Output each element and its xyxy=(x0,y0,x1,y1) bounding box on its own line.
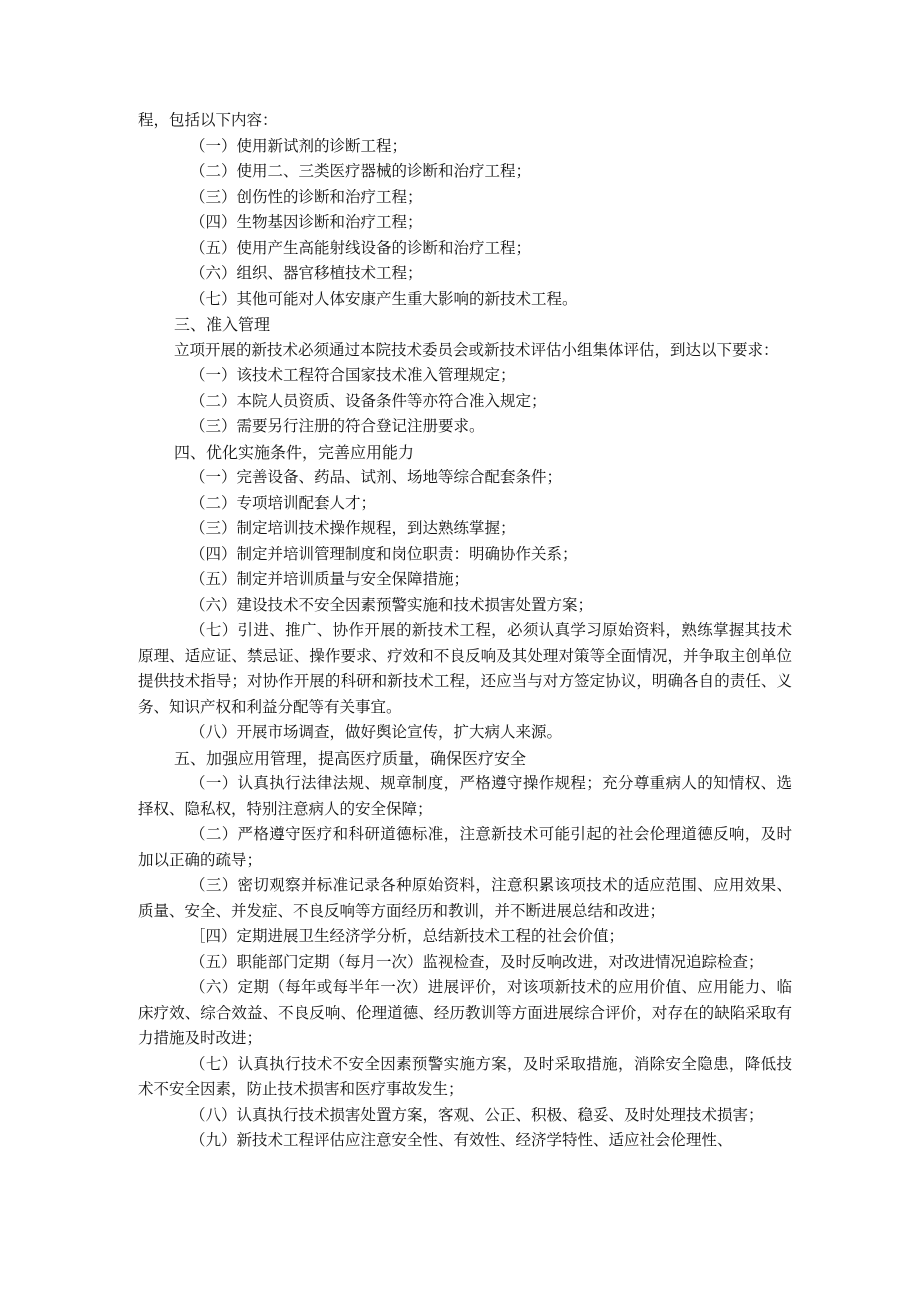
paragraph: （六）建设技术不安全因素预警实施和技术损害处置方案； xyxy=(190,595,594,614)
paragraph: （四）制定并培训管理制度和岗位职责：明确协作关系； xyxy=(190,544,578,563)
paragraph: 程，包括以下内容： xyxy=(138,111,278,129)
paragraph: （五）使用产生高能射线设备的诊断和治疗工程； xyxy=(190,238,532,257)
paragraph: （一）完善设备、药品、试剂、场地等综合配套条件； xyxy=(190,468,563,486)
paragraph: 立项开展的新技术必须通过本院技术委员会或新技术评估小组集体评估，到达以下要求： xyxy=(174,340,779,359)
paragraph: （一）该技术工程符合国家技术准入管理规定； xyxy=(190,366,516,384)
paragraph: （二）使用二、三类医疗器械的诊断和治疗工程； xyxy=(190,162,532,180)
paragraph: （二）专项培训配套人才； xyxy=(190,493,377,512)
paragraph: （六）组织、器官移植技术工程； xyxy=(190,264,423,282)
section-heading: 五、加强应用管理，提高医疗质量，确保医疗安全 xyxy=(174,748,527,768)
paragraph: （三）创伤性的诊断和治疗工程； xyxy=(190,187,423,206)
paragraph: （五）职能部门定期（每月一次）监视检查，及时反响改进，对改进情况追踪检查； xyxy=(190,952,764,971)
paragraph: （四）生物基因诊断和治疗工程； xyxy=(190,213,423,231)
paragraph: （八）开展市场调查，做好舆论宣传，扩大病人来源。 xyxy=(190,723,563,741)
paragraph: （五）制定并培训质量与安全保障措施； xyxy=(190,570,470,588)
paragraph: （七）引进、推广、协作开展的新技术工程，必须认真学习原始资料，熟练掌握其技术原理、适应证、禁忌证、操作要求、疗效和不良反响及其处理对策等全面情况，并争取主创单位提供技术指导；对协作开展的科研和新技术工程，还应当与对方签定协议，明确各自的责任、义务、知识产权和利益分配等有关事宜。 xyxy=(138,621,792,716)
section-heading: 四、优化实施条件，完善应用能力 xyxy=(174,442,415,462)
document-page xyxy=(138,108,792,1154)
paragraph: （八）认真执行技术损害处置方案，客观、公正、积极、稳妥、及时处理技术损害； xyxy=(190,1105,764,1124)
section-heading: 三、准入管理 xyxy=(174,315,271,334)
paragraph: （七）认真执行技术不安全因素预警实施方案，及时采取措施，消除安全隐患，降低技术不安全因素，防止技术损害和医疗事故发生； xyxy=(138,1054,792,1098)
paragraph: （一）认真执行法律法规、规章制度，严格遵守操作规程；充分尊重病人的知情权、选择权、隐私权，特别注意病人的安全保障； xyxy=(138,774,792,818)
paragraph: ［四）定期进展卫生经济学分析，总结新技术工程的社会价值； xyxy=(190,927,625,945)
paragraph: （三）需要另行注册的符合登记注册要求。 xyxy=(190,417,485,435)
paragraph: （九）新技术工程评估应注意安全性、有效性、经济学特性、适应社会伦理性、 xyxy=(190,1131,733,1149)
paragraph: （七）其他可能对人体安康产生重大影响的新技术工程。 xyxy=(190,289,578,308)
paragraph: （一）使用新试剂的诊断工程； xyxy=(190,136,408,155)
paragraph: （三）制定培训技术操作规程，到达熟练掌握； xyxy=(190,519,516,537)
paragraph: （二）本院人员资质、设备条件等亦符合准入规定； xyxy=(190,391,547,410)
paragraph: （六）定期（每年或每半年一次）进展评价，对该项新技术的应用价值、应用能力、临床疗效、综合效益、不良反响、伦理道德、经历教训等方面进展综合评价，对存在的缺陷采取有力措施及时改进； xyxy=(138,978,792,1047)
paragraph: （二）严格遵守医疗和科研道德标准，注意新技术可能引起的社会伦理道德反响，及时加以正确的疏导； xyxy=(138,825,792,869)
paragraph: （三）密切观察并标准记录各种原始资料，注意积累该项技术的适应范围、应用效果、质量、安全、并发症、不良反响等方面经历和教训，并不断进展总结和改进； xyxy=(138,876,792,920)
